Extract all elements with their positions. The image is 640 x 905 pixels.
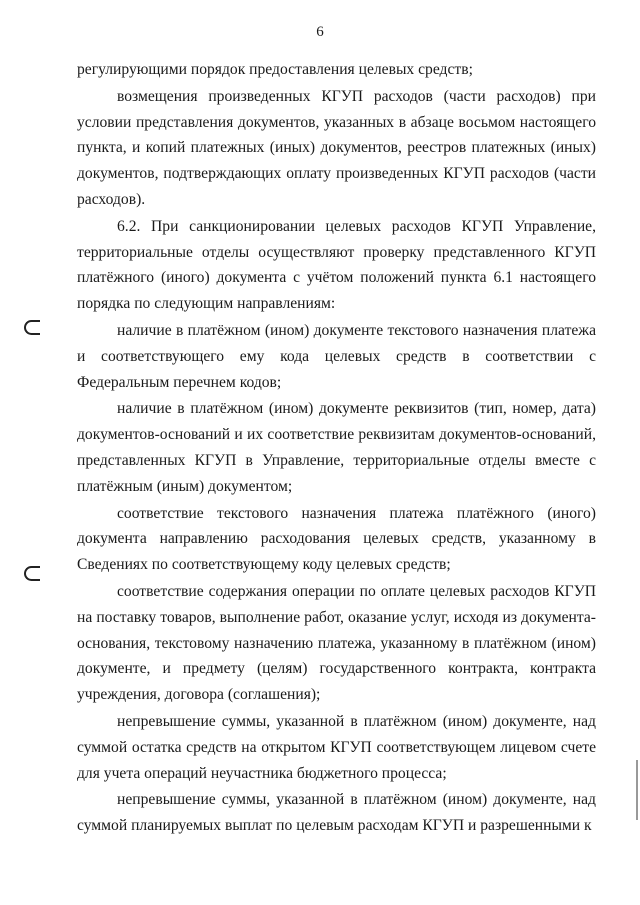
body-text [77, 57, 596, 839]
paragraph: непревышение суммы, указанной в платёжном (ином) документе, над суммой планируемых выплат по целевым расходам КГУП и разрешенными к [77, 791, 596, 835]
paragraph: наличие в платёжном (ином) документе реквизитов (тип, номер, дата) документов-оснований и их соответствие реквизитам документов-оснований, представленных КГУП в Управление, территориальные отделы вместе с платёжным (иным) документом; [77, 400, 596, 495]
punch-hole-mark [24, 566, 40, 581]
paragraph: соответствие текстового назначения платежа платёжного (иного) документа направлению расходования целевых средств, указанному в Сведениях по соответствующему коду целевых средств; [77, 504, 596, 574]
page-number: 6 [316, 24, 324, 40]
scan-edge-mark [636, 760, 638, 820]
paragraph: 6.2. При санкционировании целевых расходов КГУП Управление, территориальные отделы осуществляют проверку представленного КГУП платёжного (иного) документа с учётом положений пункта 6.1 настоящего порядка по следующим направлениям: [77, 217, 596, 313]
paragraph: регулирующими порядок предоставления целевых средств; [77, 61, 473, 78]
paragraph: наличие в платёжном (ином) документе текстового назначения платежа и соответствующего ему кода целевых средств в соответствии с Федеральным перечнем кодов; [77, 321, 596, 391]
paragraph: возмещения произведенных КГУП расходов (части расходов) при условии представления документов, указанных в абзаце восьмом настоящего пункта, и копий платежных (иных) документов, реестров платежных (иных) документов, подтверждающих оплату произведенных КГУП расходов (части расходов). [77, 87, 596, 208]
paragraph: соответствие содержания операции по оплате целевых расходов КГУП на поставку товаров, выполнение работ, оказание услуг, исходя из документа-основания, текстовому назначению платежа, указанному в платёжном (ином) документе, и предмету (целям) государственного контракта, контракта учреждения, договора (соглашения); [77, 582, 596, 704]
punch-hole-mark [24, 320, 40, 335]
paragraph: непревышение суммы, указанной в платёжном (ином) документе, над суммой остатка средств на открытом КГУП соответствующем лицевом счете для учета операций неучастника бюджетного процесса; [77, 712, 596, 782]
